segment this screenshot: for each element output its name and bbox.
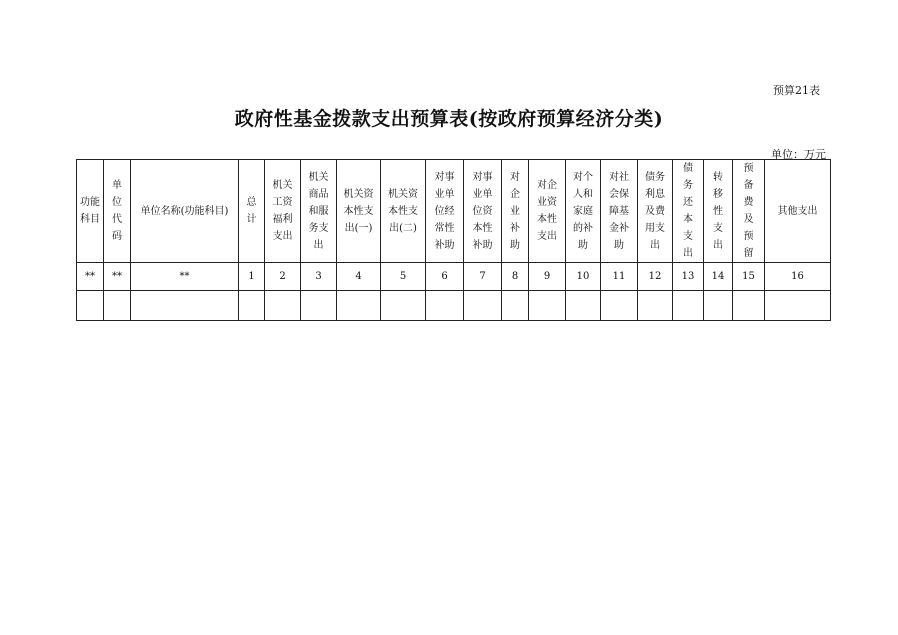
header-label: 对 企 业 补 助: [510, 171, 520, 251]
header-label: 总 计: [246, 197, 257, 225]
code-cell: 2: [265, 263, 301, 291]
header-cell: [566, 160, 601, 263]
header-cell: [765, 160, 831, 263]
unit-label: 单位：万元: [771, 148, 826, 161]
header-cell: [104, 160, 131, 263]
data-cell: [381, 291, 426, 321]
header-cell: [426, 160, 464, 263]
data-cell: [704, 291, 733, 321]
data-cell: [239, 291, 265, 321]
data-cell: [426, 291, 464, 321]
header-label: 对企 业资 本性 支出: [537, 180, 557, 242]
data-cell: [601, 291, 638, 321]
header-cell: [131, 160, 239, 263]
code-cell: 12: [638, 263, 673, 291]
data-cell: [337, 291, 381, 321]
code-cell: 7: [464, 263, 502, 291]
code-row: [77, 263, 831, 291]
data-cell: [529, 291, 566, 321]
header-cell: [77, 160, 104, 263]
header-label: 预 备 费 及 预 留: [743, 163, 754, 259]
code-cell: 10: [566, 263, 601, 291]
header-cell: [265, 160, 301, 263]
code-cell: 3: [301, 263, 337, 291]
code-cell: 5: [381, 263, 426, 291]
header-label: 机关 工资 福利 支出: [272, 180, 293, 242]
data-cell: [566, 291, 601, 321]
data-cell: [77, 291, 104, 321]
header-cell: [704, 160, 733, 263]
code-cell: 15: [733, 263, 765, 291]
data-cell: [265, 291, 301, 321]
form-number: 预算21表: [773, 84, 820, 97]
header-label: 债务 利息 及费 用支 出: [645, 171, 665, 251]
code-cell: **: [104, 263, 131, 291]
data-cell: [131, 291, 239, 321]
data-cell: [502, 291, 529, 321]
header-label: 转 移 性 支 出: [713, 171, 723, 251]
code-cell: 6: [426, 263, 464, 291]
code-cell: 13: [673, 263, 704, 291]
header-label: 单位名称(功能科目): [140, 205, 229, 217]
data-row: [77, 291, 831, 321]
data-cell: [464, 291, 502, 321]
code-cell: 4: [337, 263, 381, 291]
data-cell: [765, 291, 831, 321]
header-cell: [733, 160, 765, 263]
header-label: 单 位 代 码: [112, 180, 122, 242]
code-cell: 1: [239, 263, 265, 291]
header-cell: [601, 160, 638, 263]
header-cell: [464, 160, 502, 263]
data-cell: [301, 291, 337, 321]
code-cell: **: [131, 263, 239, 291]
code-cell: 11: [601, 263, 638, 291]
data-cell: [104, 291, 131, 321]
header-cell: [239, 160, 265, 263]
header-label: 对社 会保 障基 金补 助: [609, 171, 629, 251]
header-label: 机关 商品 和服 务支 出: [308, 171, 329, 251]
data-cell: [733, 291, 765, 321]
header-label: 功能 科目: [80, 197, 100, 225]
header-label: 对个 人和 家庭 的补 助: [573, 171, 593, 251]
header-cell: [381, 160, 426, 263]
header-label: 机关资 本性支 出(二): [388, 188, 418, 234]
header-label: 机关资 本性支 出(一): [343, 188, 374, 234]
expenditure-table: [76, 159, 831, 321]
data-cell: [638, 291, 673, 321]
header-cell: [529, 160, 566, 263]
code-cell: 8: [502, 263, 529, 291]
header-cell: [502, 160, 529, 263]
code-cell: 14: [704, 263, 733, 291]
code-cell: 9: [529, 263, 566, 291]
header-label: 其他支出: [777, 205, 818, 217]
header-cell: [301, 160, 337, 263]
page-title: 政府性基金拨款支出预算表(按政府预算经济分类): [234, 108, 664, 130]
header-label: 对事 业单 位经 常性 补助: [434, 171, 455, 251]
header-cell: [673, 160, 704, 263]
header-label: 对事 业单 位资 本性 补助: [472, 171, 493, 251]
code-cell: **: [77, 263, 104, 291]
header-cell: [337, 160, 381, 263]
header-cell: [638, 160, 673, 263]
header-label: 债 务 还 本 支 出: [683, 163, 693, 259]
header-row: [77, 160, 831, 263]
data-cell: [673, 291, 704, 321]
code-cell: 16: [765, 263, 831, 291]
